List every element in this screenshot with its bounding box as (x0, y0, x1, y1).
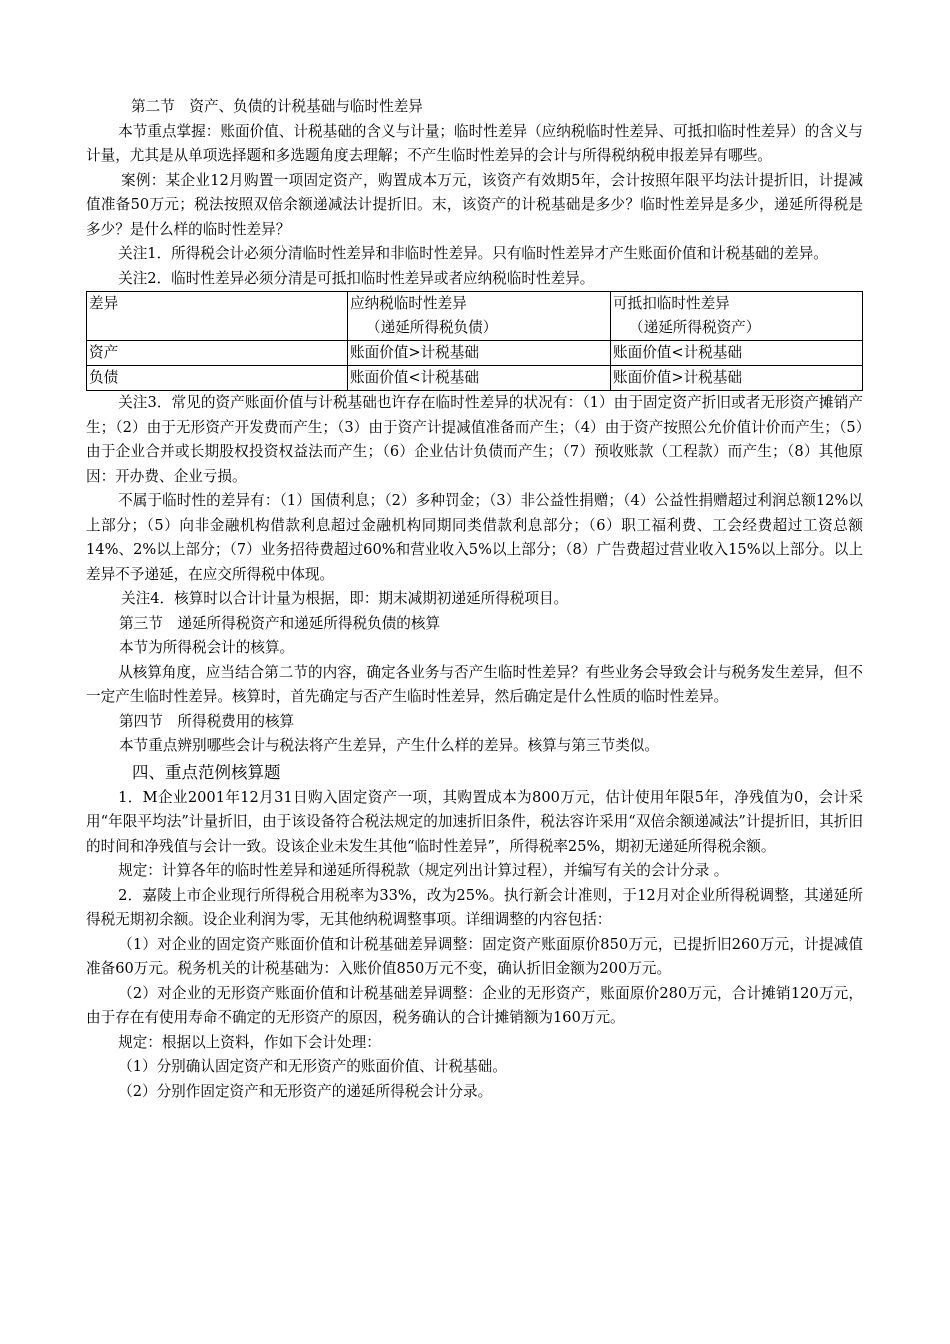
table-header-cell (611, 292, 863, 341)
deferred-liability-label: （递延所得税负债） (366, 319, 498, 336)
note-3: 关注3．常见的资产账面价值与计税基础也许存在临时性差异的状况有：（1）由于固定资产折旧或者无形资产摊销产生；（2）由于无形资产开发费而产生；（3）由于资产计提减值准备而产生；（4）由于资产按照公允价值计价而产生；（5）由于企业合并或长期股权投资权益法而产生；（6）企业估计负债而产生；（7）预收账款（工程款）而产生；（8）其他原因：开办费、企业亏损。 (86, 394, 863, 485)
question-2-item-1: （1）对企业的固定资产账面价值和计税基础差异调整：固定资产账面原价850万元，已提折旧260万元，计提减值准备60万元。税务机关的计税基础为：入账价值850万元不变，确认折旧金额为200万元。 (86, 935, 863, 977)
table-cell: 资产 (87, 341, 348, 366)
section2-case: 案例：某企业12月购置一项固定资产，购置成本万元，该资产有效期5年，会计按照年限平均法计提折旧，计提减值准备50万元；税法按照双倍余额递减法计提折旧。末，该资产的计税基础是多少？临时性差异是多少，递延所得税是多少？是什么样的临时性差异？ (86, 171, 863, 238)
table-cell: 账面价值<计税基础 (348, 366, 611, 391)
section4-title: 第四节 所得税费用的核算 (119, 712, 295, 730)
table-header-cell (348, 292, 611, 341)
question-1: 1．M企业2001年12月31日购入固定资产一项，其购置成本为800万元，估计使用年限5年，净残值为0，会计采用“年限平均法”计量折旧，由于该设备符合税法规定的加速折旧条件，税法容许采用“双倍余额递减法”计提折旧，其折旧的时间和净残值与会计一致。设该企业未发生其他“临时性差异”，所得税率25%，期初无递延所得税余额。 (86, 788, 863, 855)
section3-body: 从核算角度，应当结合第二节的内容，确定各业务与否产生临时性差异？有些业务会导致会计与税务发生差异，但不一定产生临时性差异。核算时，首先确定与否产生临时性差异，然后确定是什么性质的临时性差异。 (86, 663, 863, 705)
question-2-item-2: （2）对企业的无形资产账面价值和计税基础差异调整：企业的无形资产，账面原价280万元，合计摊销120万元，由于存在有使用寿命不确定的无形资产的原因，税务确认的合计摊销额为160万元。 (86, 984, 863, 1026)
difference-table (86, 291, 863, 391)
question-2-requirement: 规定：根据以上资料，作如下会计处理： (118, 1033, 381, 1051)
question-2: 2．嘉陵上市企业现行所得税合用税率为33%，改为25%。执行新会计准则，于12月对企业所得税调整，其递延所得税无期初余额。设企业利润为零，无其他纳税调整事项。详细调整的内容包括： (86, 886, 863, 928)
part4-title: 四、重点范例核算题 (132, 762, 281, 782)
section2-title: 第二节 资产、负债的计税基础与临时性差异 (131, 98, 423, 115)
non-temporary-differences: 不属于临时性的差异有：（1）国债利息；（2）多种罚金；（3）非公益性捐赠；（4）公益性捐赠超过利润总额12%以上部分；（5）向非金融机构借款利息超过金融机构同期同类借款利息部分；（6）职工福利费、工会经费超过工资总额14%、2%以上部分；（7）业务招待费超过60%和营业收入5%以上部分；（8）广告费超过营业收入15%以上部分。以上差异不予递延，在应交所得税中体现。 (86, 492, 863, 583)
question-2-requirement-1: （1）分别确认固定资产和无形资产的账面价值、计税基础。 (118, 1058, 507, 1075)
section2-focus: 本节重点掌握：账面价值、计税基础的含义与计量；临时性差异（应纳税临时性差异、可抵扣临时性差异）的含义与计量，尤其是从单项选择题和多选题角度去理解；不产生临时性差异的会计与所得税纳税申报差异有哪些。 (86, 122, 863, 164)
note-1: 关注1．所得税会计必须分清临时性差异和非临时性差异。只有临时性差异才产生账面价值和计税基础的差异。 (118, 245, 828, 262)
section3-title: 第三节 递延所得税资产和递延所得税负债的核算 (119, 614, 441, 632)
section4-body: 本节重点辨别哪些会计与税法将产生差异，产生什么样的差异。核算与第三节类似。 (119, 737, 659, 754)
section3-intro: 本节为所得税会计的核算。 (119, 639, 295, 656)
document-body (86, 95, 863, 1104)
note-2: 关注2．临时性差异必须分清是可抵扣临时性差异或者应纳税临时性差异。 (118, 269, 595, 287)
table-header-cell: 差异 (87, 292, 348, 341)
taxable-diff-label: 应纳税临时性差异 (350, 295, 467, 312)
question-1-requirement: 规定：计算各年的临时性差异和递延所得税款（规定列出计算过程），并编写有关的会计分录 。 (118, 862, 729, 879)
note-4: 关注4．核算时以合计计量为根据，即：期末减期初递延所得税项目。 (121, 590, 569, 607)
table-cell: 账面价值>计税基础 (348, 341, 611, 366)
table-cell: 负债 (87, 366, 348, 391)
table-row (87, 366, 863, 391)
table-cell: 账面价值<计税基础 (611, 341, 863, 366)
table-cell: 账面价值>计税基础 (611, 366, 863, 391)
deferred-asset-label: （递延所得税资产） (629, 319, 761, 336)
question-2-requirement-2: （2）分别作固定资产和无形资产的递延所得税会计分录。 (118, 1082, 493, 1100)
table-row (87, 292, 863, 341)
table-row (87, 341, 863, 366)
deductible-diff-label: 可抵扣临时性差异 (613, 295, 730, 312)
